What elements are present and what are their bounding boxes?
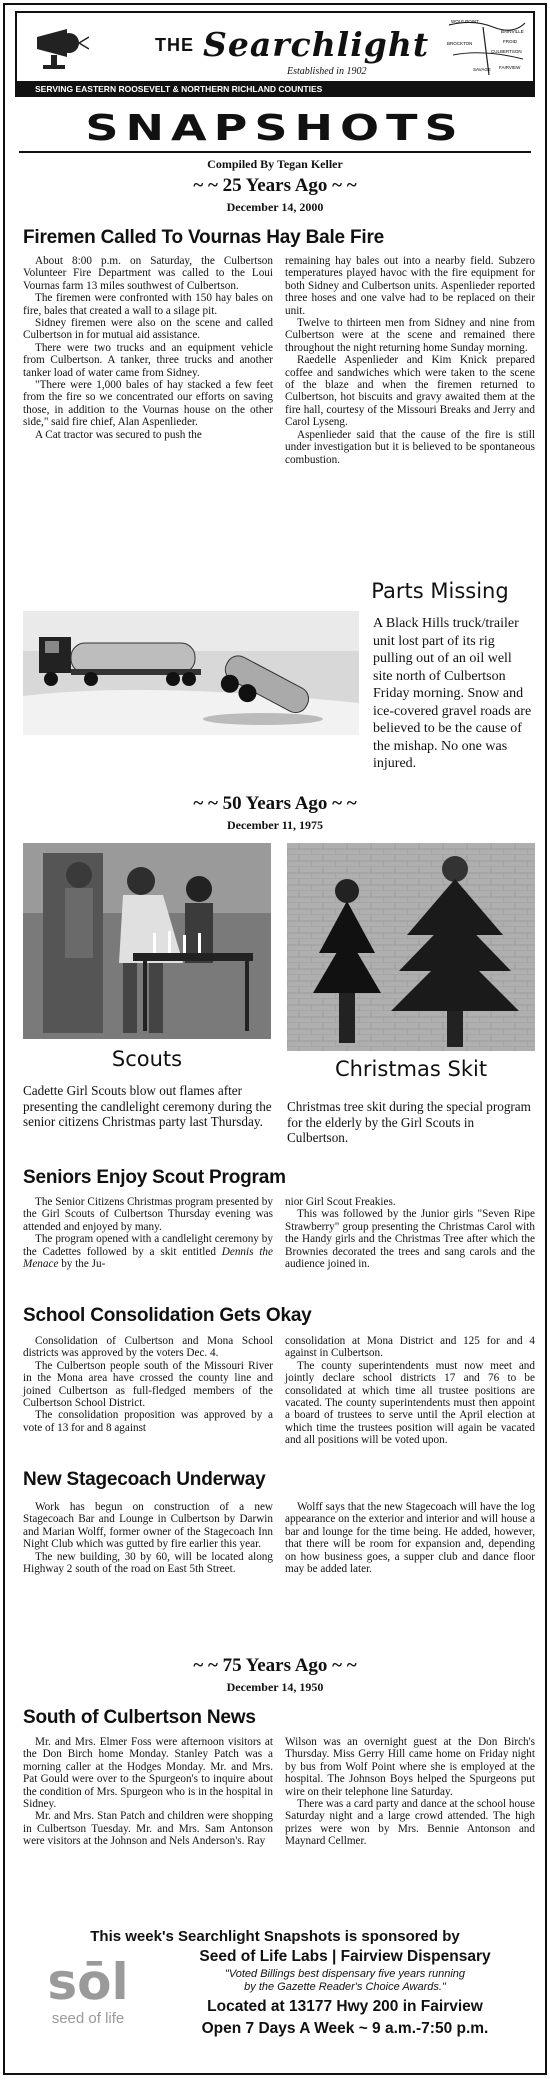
headline-new-stagecoach: New Stagecoach Underway bbox=[23, 1469, 266, 1490]
paragraph: remaining hay bales out into a nearby field. Subzero temperatures played havoc with the fire equipment for both Sidney and Culbertson units. Aspenlieder reported three hoses and one valve had to be replaced on their unit. bbox=[285, 255, 535, 317]
article-col-hay-fire-2 bbox=[285, 255, 535, 466]
sponsor-hours: Open 7 Days A Week ~ 9 a.m.-7:50 p.m. bbox=[201, 2020, 489, 2037]
paragraph: Mr. and Mrs. Stan Patch and children were shopping in Culbertson Tuesday. Mr. and Mrs. Sam Antonson were visitors at the Johnson and Nels Anderson's. Ray bbox=[23, 1810, 273, 1848]
article-col-hay-fire-1 bbox=[23, 255, 273, 441]
section-header-25: ~ ~ 25 Years Ago ~ ~ bbox=[193, 175, 357, 196]
christmas-skit-photo bbox=[287, 843, 535, 1051]
skit-text: Christmas tree skit during the special program for the elderly by the Girl Scouts in Culbertson. bbox=[287, 1099, 531, 1146]
headline-school-consolidation: School Consolidation Gets Okay bbox=[23, 1305, 312, 1326]
paragraph: Raedelle Aspenlieder and Kim Knick prepared coffee and sandwiches which were taken to the scene of the blaze and when the firemen returned to Culbertson, hot biscuits and gravy awaited them at the fire hall, courtesy of the Missouri Breaks and Jerry and Carol Lyseng. bbox=[285, 354, 535, 429]
map-label-froid: FROID bbox=[503, 39, 517, 44]
paragraph: There was a card party and dance at the school house Saturday night and a large crowd attended. The high prizes were won by Mrs. Bennie Antonson and Maynard Cellmer. bbox=[285, 1798, 535, 1848]
paragraph: The Culbertson people south of the Missouri River in the Mona area have crossed the county line and joined Culbertson as full-fledged members of the Culbertson School District. bbox=[23, 1359, 273, 1410]
masthead-strip: SERVING EASTERN ROOSEVELT & NORTHERN RICHLAND COUNTIES bbox=[15, 81, 535, 97]
divider-rule bbox=[19, 151, 531, 153]
paragraph: Aspenlieder said that the cause of the fire is still under investigation but it is believed to be spontaneous combustion. bbox=[285, 428, 535, 466]
caption-christmas-skit: Christmas Skit bbox=[334, 1057, 488, 1081]
section-header-50: ~ ~ 50 Years Ago ~ ~ bbox=[193, 793, 357, 814]
paragraph: Wolff says that the new Stagecoach will have the log appearance on the exterior and interior and will house a bar and lounge for the time being. He added, however, that there will be room for expansion and, depending on how business goes, a supper club and dance floor may be added later. bbox=[285, 1501, 535, 1576]
scouts-text: Cadette Girl Scouts blow out flames after presenting the candlelight ceremony during the senior citizens Christmas party last Thursday. bbox=[23, 1083, 272, 1130]
truck-accident-photo bbox=[23, 611, 359, 735]
article-col-seniors-1 bbox=[23, 1196, 273, 1270]
sponsor-banner bbox=[13, 1928, 537, 2068]
scouts-photo bbox=[23, 843, 271, 1039]
paragraph: "There were 1,000 bales of hay stacked a few feet from the fire so we concentrated our efforts on saving those, in addition to the Vournas house on the other side," said fire chief, Alan Aspenlieder. bbox=[23, 379, 273, 429]
paragraph: consolidation at Mona District and 125 for and 4 against in Culbertson. bbox=[285, 1335, 535, 1360]
paragraph: Consolidation of Culbertson and Mona School districts was approved by the voters Dec. 4. bbox=[23, 1335, 273, 1360]
section-header-75: ~ ~ 75 Years Ago ~ ~ bbox=[193, 1655, 357, 1676]
map-label-culbertson: CULBERTSON bbox=[491, 49, 522, 54]
headline-seniors-scout: Seniors Enjoy Scout Program bbox=[23, 1167, 286, 1188]
paragraph: nior Girl Scout Freakies. bbox=[285, 1196, 396, 1208]
paragraph: This was followed by the Junior girls "Seven Ripe Strawberry" group presenting the Christmas Carol with the Handy girls and the Christmas Tree after which the Brownies decorated the trees and sang carols and the audience joined in. bbox=[285, 1208, 535, 1271]
paragraph: The consolidation proposition was approved by a vote of 13 for and 8 against bbox=[23, 1409, 273, 1434]
paragraph: Wilson was an overnight guest at the Don Birch's Thursday. Miss Gerry Hill came home on Friday night by bus from Wolf Point where she is employed at the hospital. The Johnson Boys helped the Spurgeons put wire on their telephone line Saturday. bbox=[285, 1736, 535, 1798]
headline-hay-bale-fire: Firemen Called To Vournas Hay Bale Fire bbox=[23, 227, 385, 248]
sponsor-intro: This week's Searchlight Snapshots is sponsored by bbox=[90, 1928, 460, 1945]
map-label-savage: SAVAGE bbox=[473, 67, 491, 72]
paragraph: The Senior Citizens Christmas program presented by the Girl Scouts of Culbertson Thursday evening was attended and enjoyed by many. bbox=[23, 1196, 273, 1233]
paragraph: About 8:00 p.m. on Saturday, the Culbertson Volunteer Fire Department was called to the Loui Vournas farm 13 miles southwest of Culbertson. bbox=[23, 255, 273, 292]
section-date-25: December 14, 2000 bbox=[226, 200, 324, 214]
article-col-seniors-2 bbox=[285, 1196, 535, 1270]
sponsor-logo: sōl bbox=[47, 1953, 129, 2011]
paragraph: The firemen were confronted with 150 hay bales on fire, bales that created a wall to a silage pit. bbox=[23, 292, 273, 317]
map-label-wolf-point: WOLF POINT bbox=[451, 19, 479, 24]
paragraph: There were two trucks and an equipment vehicle from Culbertson. A tanker, three trucks and another tanker load of water came from Sidney. bbox=[23, 341, 273, 379]
article-col-stagecoach-1 bbox=[23, 1501, 273, 1575]
masthead bbox=[15, 11, 535, 95]
article-col-consolidation-1 bbox=[23, 1335, 273, 1434]
headline-south-of-culbertson: South of Culbertson News bbox=[23, 1707, 256, 1728]
masthead-established: Established in 1902 bbox=[287, 66, 367, 77]
masthead-title: Searchlight bbox=[203, 25, 430, 64]
map-label-bainville: BAINVILLE bbox=[501, 29, 524, 34]
compiled-by: Compiled By Tegan Keller bbox=[207, 157, 343, 171]
sponsor-logo-text: seed of life bbox=[51, 2010, 125, 2027]
page-title: SNAPSHOTS bbox=[85, 106, 465, 149]
searchlight-lamp-icon bbox=[29, 23, 89, 69]
article-col-consolidation-2 bbox=[285, 1335, 535, 1447]
newspaper-page bbox=[3, 3, 547, 2075]
paragraph: Sidney firemen were also on the scene and called Culbertson in for mutual aid assistance. bbox=[23, 317, 273, 342]
map-label-fairview: FAIRVIEW bbox=[499, 65, 521, 70]
sponsor-tagline-2: by the Gazette Reader's Choice Awards." bbox=[244, 1981, 446, 1993]
area-map-icon bbox=[443, 15, 529, 79]
map-label-brockton: BROCKTON bbox=[447, 41, 473, 46]
paragraph: The county superintendents must now meet and jointly declare school districts 17 and 76 to be consolidated at which time all trustee positions are vacated. The county superintendents must then appoint a board of trustees to serve until the April election at which time the trustees position will again be vacated and all positions will be voted upon. bbox=[285, 1359, 535, 1447]
skit-title: Dennis the Menace bbox=[23, 1245, 273, 1271]
paragraph: Work has begun on construction of a new Stagecoach Bar and Lounge in Culbertson by Darwin and Marian Wolff, former owner of the Stagecoach Inn Night Club which was gutted by fire earlier this year. bbox=[23, 1501, 273, 1551]
paragraph bbox=[23, 1233, 273, 1270]
sponsor-name: Seed of Life Labs | Fairview Dispensary bbox=[199, 1948, 491, 1965]
text-run: The program opened with a candlelight ceremony by the Cadettes followed by a skit entitled bbox=[23, 1233, 273, 1258]
section-date-75: December 14, 1950 bbox=[226, 1680, 324, 1694]
paragraph: Twelve to thirteen men from Sidney and nine from Culbertson were at the scene and remained there throughout the night returning home Sunday morning. bbox=[285, 317, 535, 354]
paragraph: A Cat tractor was secured to push the bbox=[35, 428, 202, 441]
caption-scouts: Scouts bbox=[111, 1047, 183, 1071]
article-col-stagecoach-2 bbox=[285, 1501, 535, 1575]
text-run: by the Ju- bbox=[58, 1258, 106, 1271]
sponsor-tagline-1: "Voted Billings best dispensary five years running bbox=[224, 1968, 466, 1980]
article-col-south-2 bbox=[285, 1736, 535, 1848]
paragraph: Mr. and Mrs. Elmer Foss were afternoon visitors at the Don Birch home Monday. Stanley Patch was a morning caller at the Hodges Monday. Mr. and Mrs. Pat Gould were over to the Spurgeon's to inquire about the condition of Mrs. Spurgeon who is in the hospital in Sidney. bbox=[23, 1736, 273, 1811]
headline-parts-missing: Parts Missing bbox=[371, 579, 509, 603]
masthead-the: THE bbox=[155, 35, 194, 55]
paragraph: The new building, 30 by 60, will be located along Highway 2 south of the road on East 5th Street. bbox=[23, 1550, 273, 1576]
sponsor-location: Located at 13177 Hwy 200 in Fairview bbox=[207, 1998, 483, 2015]
article-col-south-1 bbox=[23, 1736, 273, 1848]
parts-missing-text: A Black Hills truck/trailer unit lost part of its rig pulling out of an oil well site north of Culbertson Friday morning. Snow and ice-covered gravel roads are believed to be the cause of the mishap. No one was injured. bbox=[373, 616, 532, 771]
section-date-50: December 11, 1975 bbox=[226, 818, 324, 832]
